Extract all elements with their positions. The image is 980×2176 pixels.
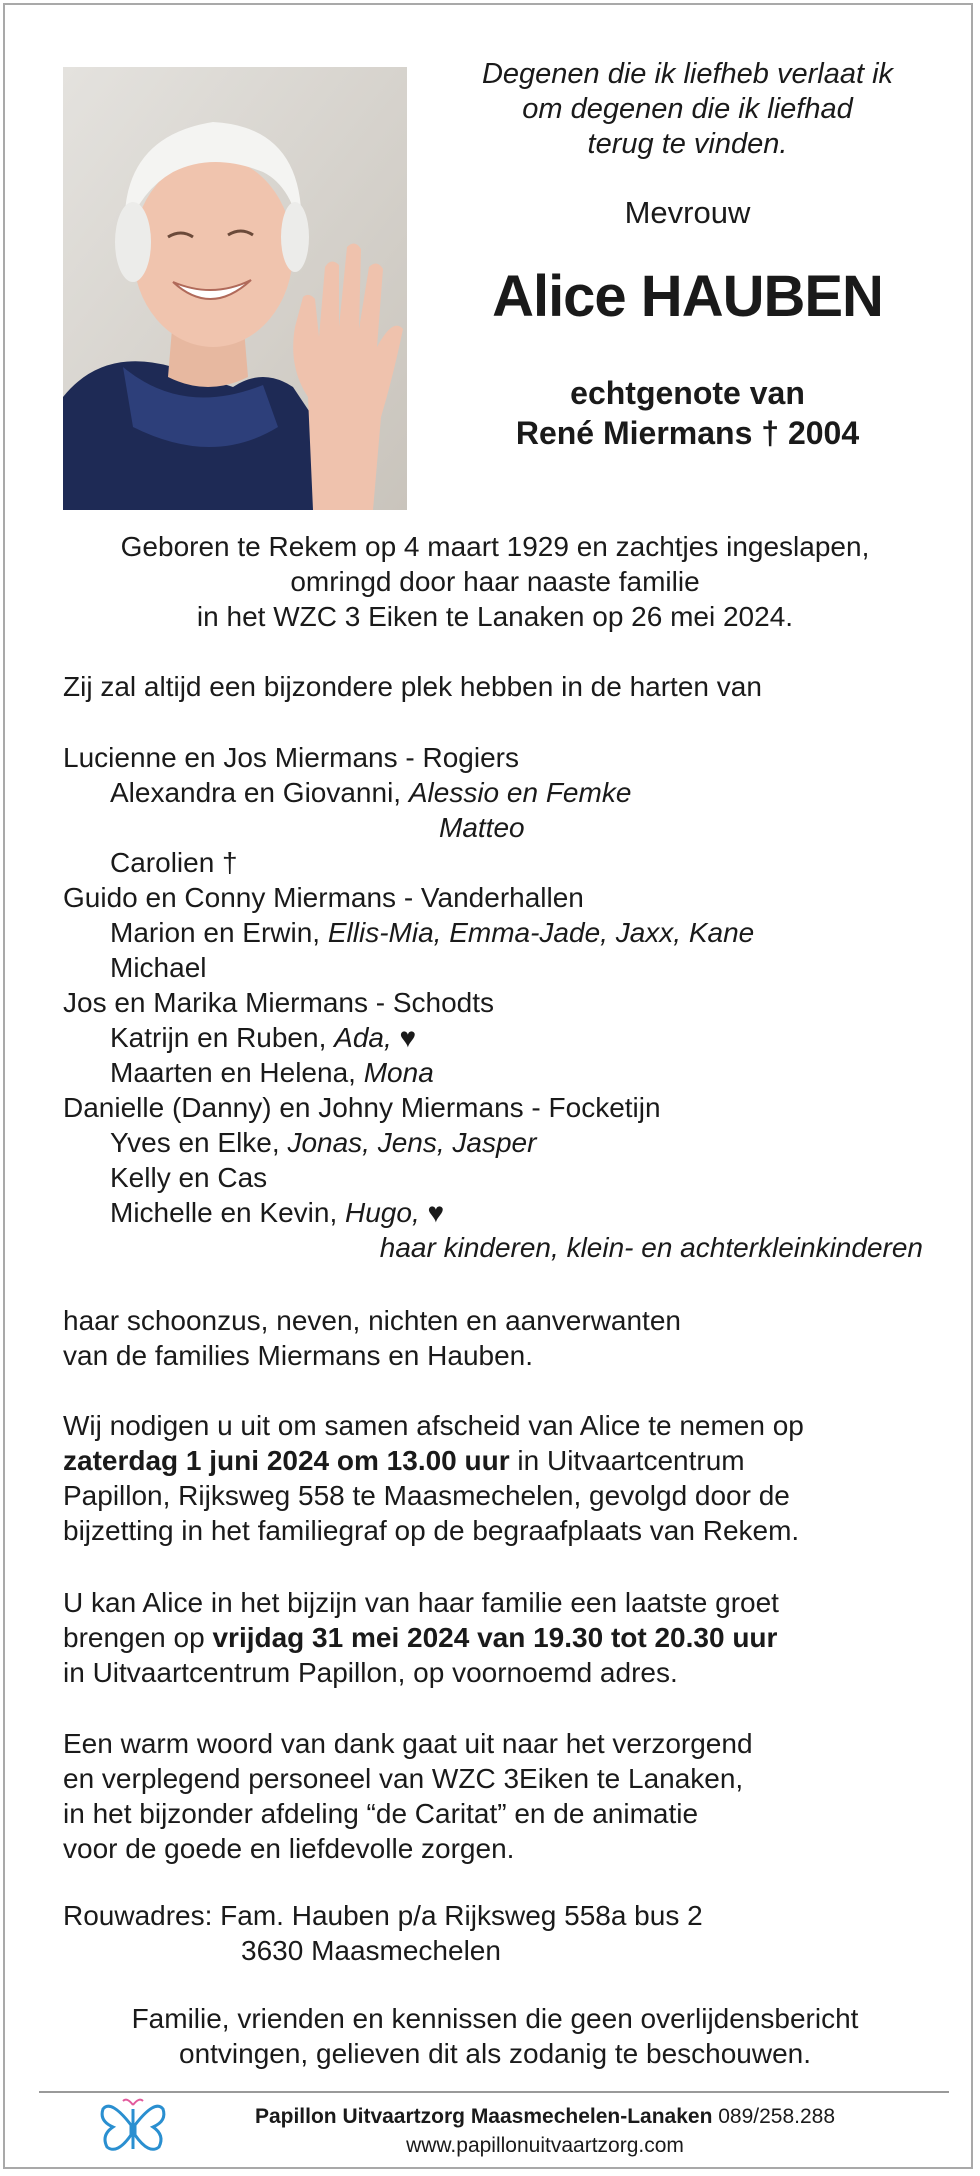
family-line [63, 775, 943, 810]
family-caption: haar kinderen, klein- en achterkleinkinderen [379, 1232, 923, 1263]
ceremony-date: zaterdag 1 juni 2024 om 13.00 uur [63, 1445, 510, 1476]
family-line [63, 950, 943, 985]
poem-quote [430, 57, 945, 162]
address-line: 3630 Maasmechelen [241, 1935, 501, 1966]
family-italic: Jonas, Jens, Jasper [287, 1127, 537, 1158]
ceremony-line: Wij nodigen u uit om samen afscheid van Alice te nemen op [63, 1410, 804, 1441]
family-italic: Ada, ♥ [334, 1022, 417, 1053]
funeral-company: Papillon Uitvaartzorg Maasmechelen-Lanaken [254, 2105, 713, 2128]
family-line [63, 985, 943, 1020]
family-line [63, 880, 943, 915]
family-main: Katrijn en Ruben, [110, 1022, 335, 1053]
family-italic: Matteo [439, 812, 525, 843]
visitation-line [63, 1620, 943, 1655]
deceased-name: Alice HAUBEN [492, 264, 883, 329]
portrait-photo [63, 67, 407, 510]
thanks-line: en verplegend personeel van WZC 3Eiken te Lanaken, [63, 1763, 744, 1794]
family-italic: Alessio en Femke [408, 777, 632, 808]
ceremony-line [63, 1443, 943, 1478]
visitation-date: vrijdag 31 mei 2024 van 19.30 tot 20.30 uur [212, 1622, 778, 1653]
obituary-card [3, 3, 973, 2169]
spouse-info [430, 373, 945, 453]
family-italic: Hugo, ♥ [345, 1197, 445, 1228]
family-line [63, 1160, 943, 1195]
family-line [63, 810, 943, 845]
family-main: Danielle (Danny) en Johny Miermans - Focketijn [63, 1092, 661, 1123]
poem-line: om degenen die ik liefhad [522, 93, 853, 125]
visitation-line: in Uitvaartcentrum Papillon, op voornoemd adres. [63, 1657, 678, 1688]
family-main: Carolien † [110, 847, 238, 878]
poem-line: Degenen die ik liefheb verlaat ik [481, 58, 894, 90]
relatives-line: van de families Miermans en Hauben. [63, 1340, 534, 1371]
visitation-info [63, 1585, 943, 1690]
mourning-address [63, 1898, 943, 1968]
ceremony-line: bijzetting in het familiegraf op de begraafplaats van Rekem. [63, 1515, 800, 1546]
thanks-line: in het bijzonder afdeling “de Caritat” en de animatie [63, 1798, 699, 1829]
family-main: Marion en Erwin, [110, 917, 328, 948]
footer-website[interactable]: www.papillonuitvaartzorg.com [406, 2134, 684, 2157]
closing-line: Familie, vrienden en kennissen die geen overlijdensbericht [131, 2003, 859, 2034]
family-list [63, 740, 943, 1265]
birth-info [45, 529, 945, 634]
title-prefix: Mevrouw [624, 195, 751, 230]
ceremony-line: Papillon, Rijksweg 558 te Maasmechelen, gevolgd door de [63, 1480, 790, 1511]
visitation-line: U kan Alice in het bijzijn van haar familie een laatste groet [63, 1587, 779, 1618]
family-main: Michael [110, 952, 207, 983]
intro-line: Zij zal altijd een bijzondere plek hebben in de harten van [63, 671, 762, 702]
footer-line [185, 2102, 905, 2131]
family-main: Yves en Elke, [110, 1127, 288, 1158]
birth-line: in het WZC 3 Eiken te Lanaken op 26 mei 2024. [196, 601, 794, 632]
visitation-text: brengen op [63, 1622, 213, 1653]
family-italic: Mona [363, 1057, 434, 1088]
birth-line: Geboren te Rekem op 4 maart 1929 en zachtjes ingeslapen, [120, 531, 870, 562]
closing-note [45, 2001, 945, 2071]
family-line [63, 845, 943, 880]
footer-divider [39, 2091, 949, 2093]
family-line [63, 1055, 943, 1090]
family-main: Kelly en Cas [110, 1162, 268, 1193]
family-line [63, 1090, 943, 1125]
thanks-line: voor de goede en liefdevolle zorgen. [63, 1833, 515, 1864]
butterfly-logo-icon [97, 2095, 169, 2157]
relatives-line: haar schoonzus, neven, nichten en aanverwanten [63, 1305, 681, 1336]
family-main: Alexandra en Giovanni, [110, 777, 409, 808]
footer-phone: 089/258.288 [712, 2105, 836, 2128]
family-main: Jos en Marika Miermans - Schodts [63, 987, 495, 1018]
ceremony-info [63, 1408, 943, 1548]
footer-info [185, 2102, 905, 2160]
closing-line: ontvingen, gelieven dit als zodanig te beschouwen. [179, 2038, 811, 2069]
family-line [63, 915, 943, 950]
thanks-line: Een warm woord van dank gaat uit naar het verzorgend [63, 1728, 753, 1759]
family-line [63, 740, 943, 775]
ceremony-location: in Uitvaartcentrum [509, 1445, 745, 1476]
family-line [63, 1020, 943, 1055]
poem-line: terug te vinden. [587, 128, 788, 160]
birth-line: omringd door haar naaste familie [290, 566, 700, 597]
relatives [63, 1303, 943, 1373]
family-line [63, 1125, 943, 1160]
address-line: Rouwadres: Fam. Hauben p/a Rijksweg 558a bus 2 [63, 1900, 703, 1931]
spouse-line: René Miermans † 2004 [515, 415, 860, 451]
family-main: Michelle en Kevin, [110, 1197, 346, 1228]
family-italic: Ellis-Mia, Emma-Jade, Jaxx, Kane [327, 917, 755, 948]
family-main: Lucienne en Jos Miermans - Rogiers [63, 742, 519, 773]
family-line [63, 1195, 943, 1230]
spouse-line: echtgenote van [570, 375, 805, 411]
thanks-message [63, 1726, 943, 1866]
family-main: Guido en Conny Miermans - Vanderhallen [63, 882, 584, 913]
family-main: Maarten en Helena, [110, 1057, 364, 1088]
